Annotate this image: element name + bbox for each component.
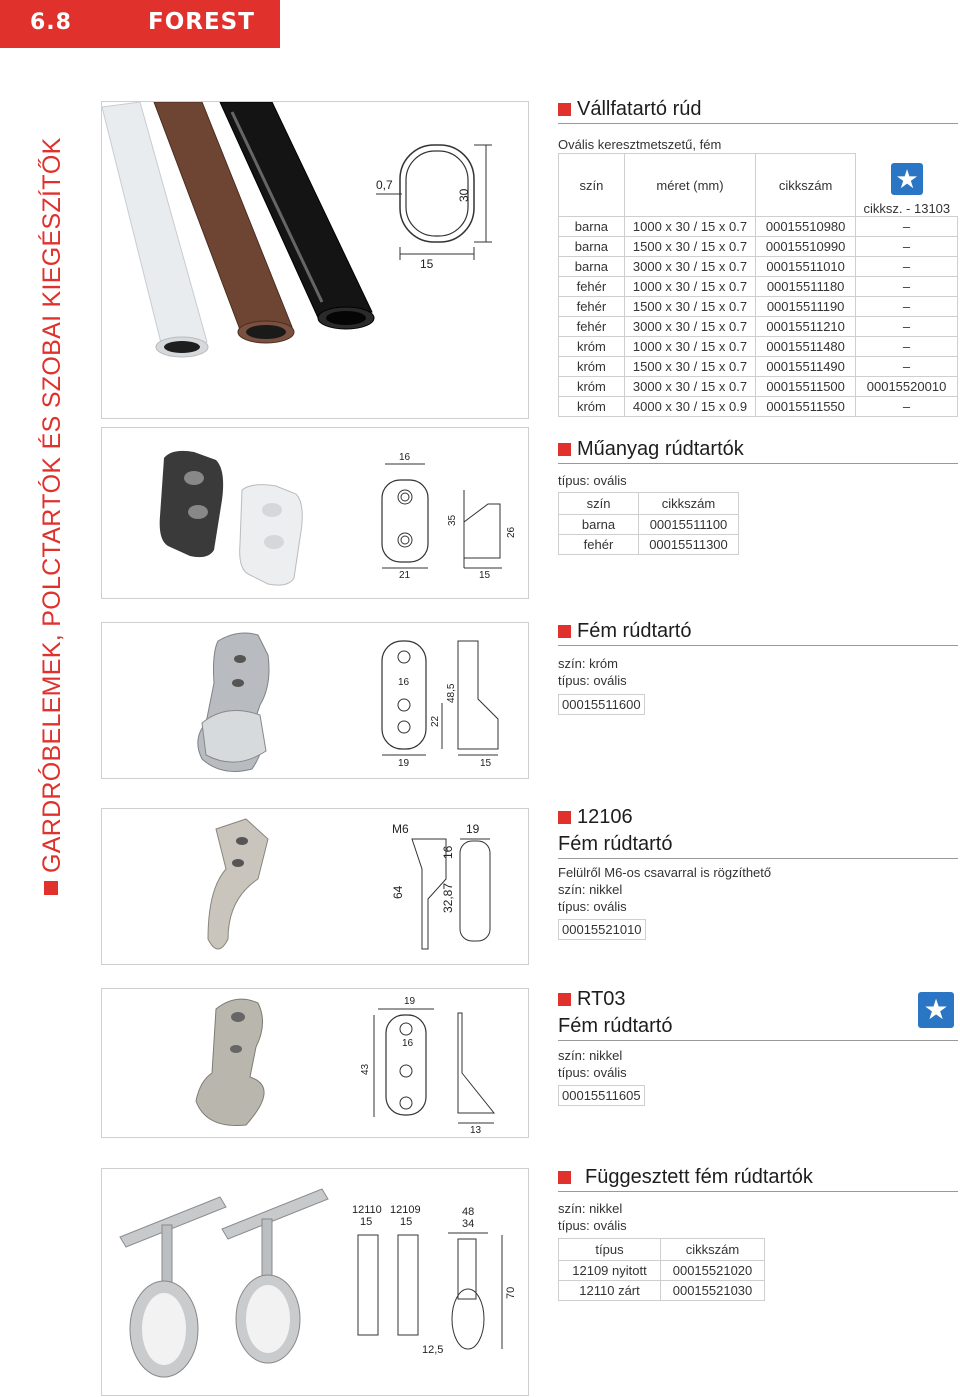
section-title [558,1166,958,1192]
plastic-holder-illustration [102,428,529,599]
dim-thickness: 0,7 [376,178,393,192]
dim-h2: 48,5 [446,683,457,703]
dim-inner: 16 [402,1038,414,1049]
marker-square [558,1171,571,1184]
cell-color: króm [559,357,625,377]
dim-h3: 16 [441,845,455,859]
cell-code: 00015511550 [756,397,856,417]
cell-color: barna [559,217,625,237]
plastic-holder-image-box [101,427,529,599]
side-title [38,137,67,895]
suspended-holder-image-box [101,1168,529,1396]
brand-logo: FOREST [148,9,255,35]
section-12106 [558,806,958,940]
type-line: típus: ovális [558,899,627,914]
table-row [559,357,958,377]
table-row [559,257,958,277]
marker-square [558,443,571,456]
table-header-row [559,493,739,515]
cell-star-code: – [856,257,958,277]
header-color: szín [559,493,639,515]
cell-code: 00015521020 [661,1261,765,1281]
header-star-note: cikksz. - 13103 [856,154,958,217]
cell-type: 12109 nyitott [559,1261,661,1281]
cell-size: 1500 x 30 / 15 x 0.7 [624,237,755,257]
table-row [559,217,958,237]
cell-size: 3000 x 30 / 15 x 0.7 [624,377,755,397]
dim-bottom: 12,5 [422,1344,444,1356]
table-row [559,1281,765,1301]
table-row [559,377,958,397]
rod-table [558,153,958,417]
cell-size: 1000 x 30 / 15 x 0.7 [624,337,755,357]
section-title: Fém rúdtartó [558,1015,958,1041]
cell-star-code: 00015520010 [856,377,958,397]
dim-w: 19 [466,822,480,836]
cell-size: 4000 x 30 / 15 x 0.9 [624,397,755,417]
metal-holder-image-box [101,622,529,779]
marker-square [44,881,58,895]
cell-code: 00015511300 [639,535,739,555]
section-title-text: Vállfatartó rúd [577,98,702,120]
dim-h1: 22 [430,715,441,727]
section-subtitle: Ovális keresztmetszetű, fém [558,137,722,152]
dim-b2: 15 [400,1216,413,1228]
cell-color: barna [559,237,625,257]
cell-color: barna [559,257,625,277]
table-row [559,297,958,317]
type-line: típus: ovális [558,673,627,688]
table-row [559,277,958,297]
marker-square [558,993,571,1006]
cell-code: 00015511480 [756,337,856,357]
header-color: szín [559,154,625,217]
description: Felülről M6-os csavarral is rögzíthető [558,865,772,880]
suspended-holder-illustration [102,1169,529,1396]
cell-size: 3000 x 30 / 15 x 0.7 [624,317,755,337]
dim-a2: 15 [360,1216,373,1228]
section-title: Fém rúdtartó [558,833,958,859]
section-plastic-holders [558,438,958,555]
product-code: 00015521010 [558,919,646,940]
color-line: szín: nikkel [558,1201,623,1216]
cell-star-code: – [856,397,958,417]
dim-h2: 26 [506,526,517,538]
holder-rt03-illustration [102,989,529,1138]
dim-bottom-left: 21 [399,570,411,581]
cell-color: barna [559,515,639,535]
table-row [559,1261,765,1281]
dim-h: 70 [505,1286,517,1299]
section-suspended [558,1166,958,1301]
dim-h: 43 [360,1063,371,1075]
dim-bottom-right: 15 [480,758,492,769]
product-code: 00015511600 [558,694,645,715]
section-title-text: Függesztett fém rúdtartók [585,1166,813,1188]
star-icon: ★ [918,992,954,1028]
cell-color: fehér [559,277,625,297]
cell-code: 00015511190 [756,297,856,317]
marker-square [558,625,571,638]
cell-code: 00015511100 [639,515,739,535]
cell-star-code: – [856,277,958,297]
section-code-text: RT03 [577,988,626,1010]
type-line: típus: ovális [558,473,627,488]
table-header-row [559,1239,765,1261]
dim-bottom: 13 [470,1125,482,1136]
holder-rt03-image-box [101,988,529,1138]
cell-color: króm [559,337,625,357]
cell-size: 3000 x 30 / 15 x 0.7 [624,257,755,277]
cell-size: 1500 x 30 / 15 x 0.7 [624,357,755,377]
dim-a: 12110 [352,1204,382,1216]
dim-m6: M6 [392,822,409,836]
dim-height: 30 [457,188,471,202]
dim-top: 16 [399,452,411,463]
cell-code: 00015510980 [756,217,856,237]
cell-code: 00015511010 [756,257,856,277]
section-rods [558,98,958,153]
dim-h1: 35 [447,514,458,526]
cell-color: fehér [559,535,639,555]
header-size: méret (mm) [624,154,755,217]
table-row [559,515,739,535]
metal-holder-illustration [102,623,529,779]
header-code: cikkszám [639,493,739,515]
dim-inner: 16 [398,677,410,688]
marker-square [558,103,571,116]
table-row [559,317,958,337]
color-line: szín: króm [558,656,618,671]
section-title-text: Műanyag rúdtartók [577,438,744,460]
holder-12106-illustration [102,809,529,965]
section-rt03 [558,988,958,1106]
star-icon: ★ [891,163,923,195]
header-type: típus [559,1239,661,1261]
dim-c: 48 [462,1206,475,1218]
dim-width: 15 [420,257,434,271]
section-title [558,98,958,124]
section-title [558,438,958,464]
cell-star-code: – [856,297,958,317]
table-row [559,237,958,257]
dim-bottom-left: 19 [398,758,410,769]
section-code-text: 12106 [577,806,633,828]
cell-color: fehér [559,317,625,337]
header-bar [0,0,280,48]
section-title [558,620,958,646]
cell-star-code: – [856,337,958,357]
type-line: típus: ovális [558,1218,627,1233]
suspended-table [558,1238,765,1301]
cell-star-code: – [856,237,958,257]
color-line: szín: nikkel [558,882,623,897]
rod-image-box [101,101,529,419]
cell-color: króm [559,377,625,397]
marker-square [558,811,571,824]
dim-h: 64 [391,885,405,899]
color-line: szín: nikkel [558,1048,623,1063]
page-number: 6.8 [30,10,72,35]
table-header-row [559,154,958,217]
table-row [559,337,958,357]
product-code: 00015511605 [558,1085,645,1106]
holder-12106-image-box [101,808,529,965]
cell-code: 00015511180 [756,277,856,297]
dim-c2: 34 [462,1218,475,1230]
table-row [559,535,739,555]
cell-size: 1500 x 30 / 15 x 0.7 [624,297,755,317]
cell-color: króm [559,397,625,417]
table-row [559,397,958,417]
rod-illustration [102,102,529,419]
section-code-title [558,806,958,831]
plastic-table [558,492,739,555]
cell-size: 1000 x 30 / 15 x 0.7 [624,217,755,237]
dim-h2: 32,87 [441,882,455,913]
dim-bottom-right: 15 [479,570,491,581]
dim-top: 19 [404,996,416,1007]
section-metal-holder [558,620,958,715]
header-code: cikkszám [661,1239,765,1261]
section-code-title [558,988,958,1013]
cell-type: 12110 zárt [559,1281,661,1301]
cell-color: fehér [559,297,625,317]
cell-code: 00015521030 [661,1281,765,1301]
type-line: típus: ovális [558,1065,627,1080]
cell-star-code: – [856,217,958,237]
cell-code: 00015511500 [756,377,856,397]
side-title-text: GARDRÓBELEMEK, POLCTARTÓK ÉS SZOBAI KIEGÉSZÍTŐK [38,137,66,873]
header-code: cikkszám [756,154,856,217]
cell-code: 00015511210 [756,317,856,337]
cell-star-code: – [856,317,958,337]
cell-star-code: – [856,357,958,377]
cell-code: 00015510990 [756,237,856,257]
cell-size: 1000 x 30 / 15 x 0.7 [624,277,755,297]
cell-code: 00015511490 [756,357,856,377]
dim-b: 12109 [390,1204,421,1216]
section-title-text: Fém rúdtartó [577,620,692,642]
